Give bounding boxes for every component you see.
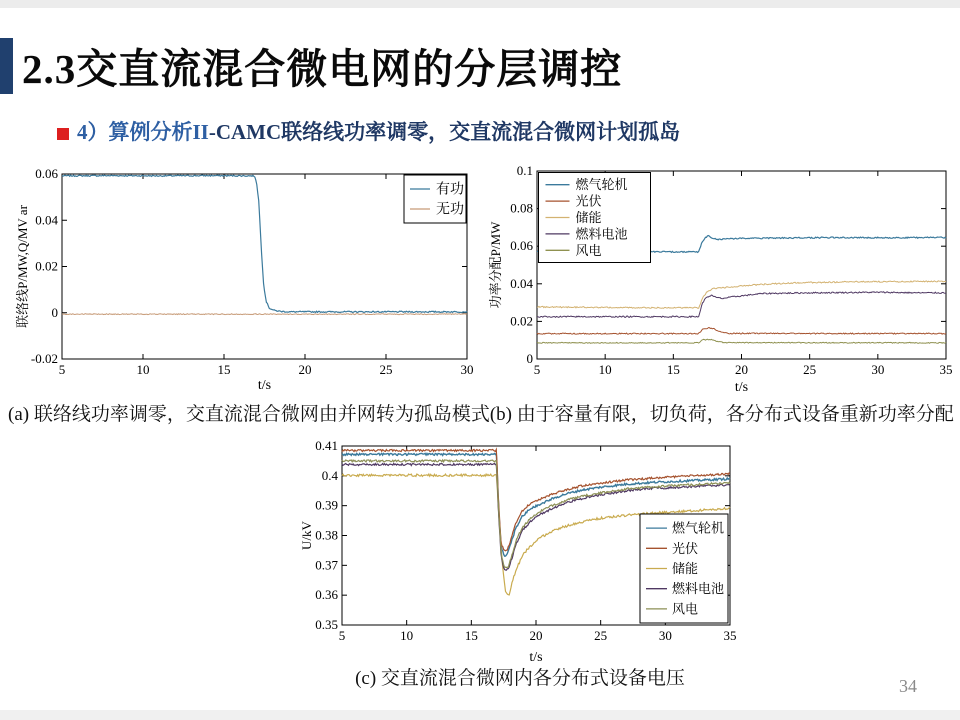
svg-text:10: 10 xyxy=(598,362,612,377)
svg-text:0.4: 0.4 xyxy=(321,467,338,483)
svg-text:15: 15 xyxy=(217,362,231,377)
svg-text:0.37: 0.37 xyxy=(315,557,338,573)
chart-svg-device-voltage xyxy=(299,439,745,667)
subtitle-part1: 4）算例分析II xyxy=(77,120,209,144)
svg-text:0.02: 0.02 xyxy=(510,313,533,329)
bullet-square-icon xyxy=(57,128,69,140)
svg-text:0.39: 0.39 xyxy=(315,497,338,513)
svg-text:0.38: 0.38 xyxy=(315,527,338,543)
page-title: 2.3交直流混合微电网的分层调控 xyxy=(22,46,623,92)
svg-text:光伏: 光伏 xyxy=(575,193,602,209)
svg-text:联络线P/MW,Q/MV ar: 联络线P/MW,Q/MV ar xyxy=(15,205,30,328)
svg-text:25: 25 xyxy=(594,628,608,643)
svg-text:0: 0 xyxy=(51,304,58,320)
svg-text:0.1: 0.1 xyxy=(516,165,533,178)
svg-text:30: 30 xyxy=(871,362,885,377)
svg-text:t/s: t/s xyxy=(257,378,272,393)
svg-text:0.08: 0.08 xyxy=(510,200,533,216)
svg-text:5: 5 xyxy=(338,628,346,643)
chart-svg-power-allocation xyxy=(487,165,957,397)
svg-text:燃气轮机: 燃气轮机 xyxy=(672,520,725,536)
caption-ab: (a) 联络线功率调零，交直流混合微网由并网转为孤岛模式(b) 由于容量有限，切负荷，各分布式设备重新功率分配 xyxy=(8,404,954,425)
svg-text:30: 30 xyxy=(658,628,672,643)
svg-text:20: 20 xyxy=(298,362,312,377)
svg-text:35: 35 xyxy=(723,628,737,643)
svg-text:0.04: 0.04 xyxy=(35,212,58,228)
svg-text:0.35: 0.35 xyxy=(315,617,338,632)
svg-text:风电: 风电 xyxy=(575,242,602,258)
svg-text:25: 25 xyxy=(379,362,393,377)
svg-text:0.41: 0.41 xyxy=(315,439,338,453)
svg-text:0.06: 0.06 xyxy=(510,238,533,254)
svg-text:燃料电池: 燃料电池 xyxy=(672,581,725,597)
svg-text:35: 35 xyxy=(939,362,953,377)
page-number: 34 xyxy=(899,676,917,696)
svg-text:t/s: t/s xyxy=(734,380,749,395)
svg-text:U/kV: U/kV xyxy=(299,521,314,550)
svg-text:储能: 储能 xyxy=(575,210,602,225)
svg-text:0.02: 0.02 xyxy=(35,258,58,274)
svg-text:无功: 无功 xyxy=(436,202,464,218)
svg-text:有功: 有功 xyxy=(436,182,464,198)
svg-text:20: 20 xyxy=(529,628,543,643)
svg-text:5: 5 xyxy=(58,362,66,377)
chart-svg-tie-line-power xyxy=(14,167,480,395)
caption-c: (c) 交直流混合微网内各分布式设备电压 xyxy=(355,668,685,689)
svg-text:10: 10 xyxy=(136,362,150,377)
svg-text:5: 5 xyxy=(533,362,541,377)
svg-text:25: 25 xyxy=(803,362,817,377)
svg-text:0: 0 xyxy=(526,351,533,366)
svg-text:10: 10 xyxy=(400,628,414,643)
svg-text:燃料电池: 燃料电池 xyxy=(575,226,628,242)
svg-text:光伏: 光伏 xyxy=(672,540,699,556)
svg-text:15: 15 xyxy=(464,628,478,643)
svg-text:储能: 储能 xyxy=(672,561,699,576)
svg-text:风电: 风电 xyxy=(672,601,699,617)
chart-tie-line-power xyxy=(14,167,480,400)
chart-device-voltage xyxy=(299,439,745,672)
svg-text:0.36: 0.36 xyxy=(315,587,338,603)
svg-text:0.04: 0.04 xyxy=(510,275,533,291)
svg-text:20: 20 xyxy=(735,362,748,377)
subtitle-text xyxy=(77,116,680,146)
svg-text:功率分配P/MW: 功率分配P/MW xyxy=(488,221,503,309)
title-accent-bar xyxy=(0,38,13,94)
svg-text:燃气轮机: 燃气轮机 xyxy=(575,177,628,193)
svg-text:15: 15 xyxy=(666,362,680,377)
svg-text:t/s: t/s xyxy=(529,650,543,665)
chart-power-allocation xyxy=(487,165,957,402)
svg-text:-0.02: -0.02 xyxy=(30,351,58,366)
svg-text:30: 30 xyxy=(460,362,474,377)
svg-text:0.06: 0.06 xyxy=(35,167,58,181)
subtitle-part2: -CAMC联络线功率调零，交直流混合微网计划孤岛 xyxy=(208,120,681,144)
